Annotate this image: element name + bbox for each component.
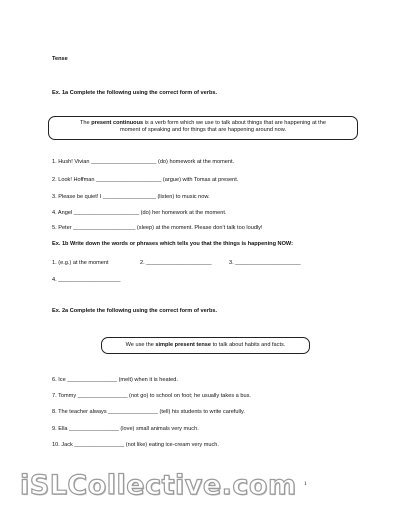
exercise-1b-blank-3: 3. _____________________ — [229, 260, 301, 266]
exercise-item-10: 10. Jack ________________ (not like) eating ice-cream very much. — [52, 442, 219, 448]
exercise-item-4: 4. Angel _____________________ (do) her homework at the moment. — [52, 210, 227, 216]
watermark-logo: iSLCollective.com — [20, 470, 297, 501]
page-title: Tense — [52, 56, 68, 62]
exercise-1b-example: 1. (e.g.) at the moment — [52, 260, 109, 266]
present-continuous-definition-box — [48, 116, 358, 140]
simple-present-definition-box — [101, 337, 310, 354]
page-number: 1 — [304, 481, 307, 487]
exercise-item-5: 5. Peter ____________________ (sleep) at the moment. Please don’t talk too loudly! — [52, 225, 263, 231]
exercise-1b-heading: Ex. 1b Write down the words or phrases which tells you that the things is happening NOW: — [52, 241, 293, 247]
exercise-1b-blank-2: 2. _____________________ — [140, 260, 212, 266]
exercise-item-9: 9. Ella ________________ (love) small animals very much. — [52, 426, 199, 432]
definition-line: We use the simple present tense to talk about habits and facts. — [125, 342, 286, 348]
exercise-item-1: 1. Hush! Vivian _____________________ (do) homework at the moment. — [52, 159, 235, 165]
exercise-2a-heading: Ex. 2a Complete the following using the correct form of verbs. — [52, 308, 218, 314]
exercise-item-7: 7. Tommy ________________ (not go) to school on foot; he usually takes a bus. — [52, 393, 251, 399]
exercise-item-8: 8. The teacher always ________________ (tell) his students to write carefully. — [52, 409, 245, 415]
definition-line-1: The present continuous is a verb form which we use to talk about things that are happening at the — [80, 120, 326, 126]
exercise-item-2: 2. Look! Hoffman _____________________ (argue) with Tomas at present. — [52, 177, 239, 183]
exercise-1a-heading: Ex. 1a Complete the following using the correct form of verbs. — [52, 90, 218, 96]
definition-line-2: moment of speaking and for things that are happening around now. — [119, 127, 287, 133]
exercise-item-6: 6. Ice ________________ (melt) when it is heated. — [52, 377, 178, 383]
exercise-1b-blank-4: 4. ____________________ — [52, 277, 121, 283]
exercise-item-3: 3. Please be quiet! I _________________ (listen) to music now. — [52, 194, 210, 200]
